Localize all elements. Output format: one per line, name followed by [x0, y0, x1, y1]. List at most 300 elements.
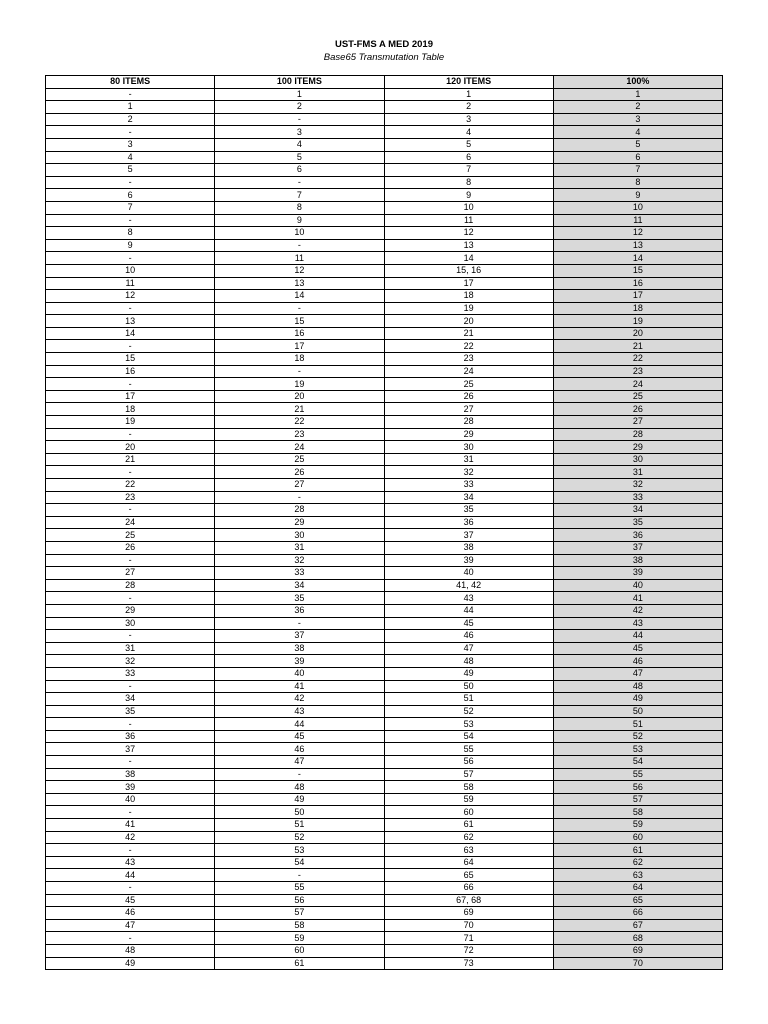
cell-120-items: 71 — [384, 932, 553, 945]
cell-100-items: 24 — [215, 441, 384, 454]
cell-120-items: 44 — [384, 604, 553, 617]
cell-80-items: - — [46, 630, 215, 643]
table-row — [46, 541, 723, 554]
column-header-120-items: 120 ITEMS — [384, 76, 553, 89]
table-row — [46, 944, 723, 957]
cell-100-items: 54 — [215, 856, 384, 869]
cell-100-percent: 18 — [553, 302, 722, 315]
cell-120-items: 24 — [384, 365, 553, 378]
cell-100-items: 18 — [215, 353, 384, 366]
cell-80-items: 5 — [46, 164, 215, 177]
table-row — [46, 390, 723, 403]
cell-100-percent: 10 — [553, 201, 722, 214]
cell-80-items: 23 — [46, 491, 215, 504]
cell-100-percent: 23 — [553, 365, 722, 378]
cell-100-percent: 4 — [553, 126, 722, 139]
table-row — [46, 441, 723, 454]
cell-80-items: 18 — [46, 403, 215, 416]
cell-80-items: - — [46, 756, 215, 769]
table-row — [46, 327, 723, 340]
cell-100-percent: 52 — [553, 730, 722, 743]
cell-80-items: 15 — [46, 353, 215, 366]
cell-100-percent: 24 — [553, 378, 722, 391]
cell-100-percent: 60 — [553, 831, 722, 844]
cell-100-percent: 15 — [553, 264, 722, 277]
cell-120-items: 57 — [384, 768, 553, 781]
cell-120-items: 55 — [384, 743, 553, 756]
cell-100-percent: 49 — [553, 693, 722, 706]
cell-120-items: 40 — [384, 567, 553, 580]
table-row — [46, 768, 723, 781]
cell-100-percent: 48 — [553, 680, 722, 693]
cell-80-items: - — [46, 680, 215, 693]
table-row — [46, 416, 723, 429]
cell-120-items: 41, 42 — [384, 579, 553, 592]
cell-120-items: 45 — [384, 617, 553, 630]
cell-80-items: 37 — [46, 743, 215, 756]
cell-100-items: 45 — [215, 730, 384, 743]
cell-100-items: 10 — [215, 227, 384, 240]
cell-100-items: - — [215, 768, 384, 781]
column-header-80-items: 80 ITEMS — [46, 76, 215, 89]
table-row — [46, 957, 723, 970]
table-row — [46, 819, 723, 832]
table-row — [46, 176, 723, 189]
cell-80-items: 24 — [46, 516, 215, 529]
table-row — [46, 882, 723, 895]
cell-120-items: 52 — [384, 705, 553, 718]
cell-80-items: 26 — [46, 541, 215, 554]
cell-100-percent: 59 — [553, 819, 722, 832]
cell-80-items: 8 — [46, 227, 215, 240]
table-row — [46, 214, 723, 227]
cell-120-items: 8 — [384, 176, 553, 189]
cell-120-items: 20 — [384, 315, 553, 328]
cell-80-items: - — [46, 592, 215, 605]
cell-100-items: 56 — [215, 894, 384, 907]
cell-100-percent: 19 — [553, 315, 722, 328]
cell-100-items: 42 — [215, 693, 384, 706]
cell-100-items: 53 — [215, 844, 384, 857]
cell-100-percent: 14 — [553, 252, 722, 265]
cell-80-items: 14 — [46, 327, 215, 340]
cell-80-items: 2 — [46, 113, 215, 126]
cell-120-items: 1 — [384, 88, 553, 101]
cell-100-items: 25 — [215, 453, 384, 466]
cell-80-items: - — [46, 844, 215, 857]
cell-100-percent: 11 — [553, 214, 722, 227]
cell-100-percent: 33 — [553, 491, 722, 504]
table-row — [46, 201, 723, 214]
table-row — [46, 340, 723, 353]
table-row — [46, 151, 723, 164]
table-row — [46, 718, 723, 731]
cell-100-percent: 25 — [553, 390, 722, 403]
cell-100-percent: 54 — [553, 756, 722, 769]
cell-80-items: 44 — [46, 869, 215, 882]
cell-100-percent: 68 — [553, 932, 722, 945]
cell-120-items: 5 — [384, 138, 553, 151]
cell-120-items: 19 — [384, 302, 553, 315]
table-row — [46, 705, 723, 718]
cell-80-items: - — [46, 378, 215, 391]
cell-100-items: 11 — [215, 252, 384, 265]
cell-80-items: - — [46, 428, 215, 441]
cell-120-items: 64 — [384, 856, 553, 869]
page-subtitle: Base65 Transmutation Table — [323, 52, 445, 63]
cell-80-items: 16 — [46, 365, 215, 378]
cell-100-items: 3 — [215, 126, 384, 139]
cell-100-items: 17 — [215, 340, 384, 353]
cell-120-items: 27 — [384, 403, 553, 416]
cell-100-items: 2 — [215, 101, 384, 114]
table-row — [46, 252, 723, 265]
cell-100-items: - — [215, 869, 384, 882]
cell-100-percent: 27 — [553, 416, 722, 429]
cell-100-percent: 31 — [553, 466, 722, 479]
cell-100-items: 23 — [215, 428, 384, 441]
table-row — [46, 680, 723, 693]
table-row — [46, 907, 723, 920]
cell-80-items: 29 — [46, 604, 215, 617]
table-row — [46, 126, 723, 139]
table-row — [46, 290, 723, 303]
cell-100-percent: 42 — [553, 604, 722, 617]
cell-80-items: - — [46, 882, 215, 895]
cell-100-percent: 70 — [553, 957, 722, 970]
table-row — [46, 919, 723, 932]
cell-100-items: 19 — [215, 378, 384, 391]
cell-120-items: 58 — [384, 781, 553, 794]
cell-100-items: 46 — [215, 743, 384, 756]
table-row — [46, 277, 723, 290]
cell-100-items: 30 — [215, 529, 384, 542]
table-row — [46, 353, 723, 366]
cell-80-items: - — [46, 504, 215, 517]
cell-100-percent: 20 — [553, 327, 722, 340]
cell-80-items: 27 — [46, 567, 215, 580]
cell-100-percent: 8 — [553, 176, 722, 189]
cell-80-items: 13 — [46, 315, 215, 328]
cell-100-items: 55 — [215, 882, 384, 895]
cell-80-items: 31 — [46, 642, 215, 655]
cell-100-items: 48 — [215, 781, 384, 794]
header-row — [46, 76, 723, 89]
cell-100-items: 40 — [215, 667, 384, 680]
cell-80-items: - — [46, 214, 215, 227]
cell-80-items: 32 — [46, 655, 215, 668]
cell-120-items: 39 — [384, 554, 553, 567]
table-row — [46, 932, 723, 945]
cell-100-percent: 61 — [553, 844, 722, 857]
cell-100-items: 14 — [215, 290, 384, 303]
table-row — [46, 227, 723, 240]
cell-80-items: 25 — [46, 529, 215, 542]
cell-120-items: 3 — [384, 113, 553, 126]
cell-80-items: 30 — [46, 617, 215, 630]
cell-100-percent: 69 — [553, 944, 722, 957]
cell-100-items: 5 — [215, 151, 384, 164]
cell-100-items: - — [215, 491, 384, 504]
cell-100-items: 4 — [215, 138, 384, 151]
table-row — [46, 516, 723, 529]
cell-120-items: 61 — [384, 819, 553, 832]
cell-80-items: 28 — [46, 579, 215, 592]
cell-100-items: 8 — [215, 201, 384, 214]
cell-100-percent: 41 — [553, 592, 722, 605]
cell-100-percent: 29 — [553, 441, 722, 454]
cell-100-items: 21 — [215, 403, 384, 416]
cell-100-items: 35 — [215, 592, 384, 605]
cell-80-items: - — [46, 88, 215, 101]
table-row — [46, 856, 723, 869]
cell-80-items: - — [46, 806, 215, 819]
cell-100-percent: 37 — [553, 541, 722, 554]
cell-100-percent: 67 — [553, 919, 722, 932]
table-row — [46, 164, 723, 177]
cell-120-items: 12 — [384, 227, 553, 240]
table-row — [46, 479, 723, 492]
cell-120-items: 50 — [384, 680, 553, 693]
cell-120-items: 10 — [384, 201, 553, 214]
cell-100-items: 41 — [215, 680, 384, 693]
cell-100-percent: 64 — [553, 882, 722, 895]
table-row — [46, 453, 723, 466]
cell-80-items: 46 — [46, 907, 215, 920]
cell-120-items: 51 — [384, 693, 553, 706]
table-row — [46, 88, 723, 101]
cell-100-percent: 12 — [553, 227, 722, 240]
cell-80-items: - — [46, 932, 215, 945]
cell-120-items: 47 — [384, 642, 553, 655]
cell-100-items: 16 — [215, 327, 384, 340]
cell-120-items: 2 — [384, 101, 553, 114]
table-row — [46, 894, 723, 907]
table-header — [46, 76, 723, 89]
cell-80-items: 20 — [46, 441, 215, 454]
table-row — [46, 302, 723, 315]
cell-80-items: 3 — [46, 138, 215, 151]
cell-120-items: 15, 16 — [384, 264, 553, 277]
cell-100-percent: 50 — [553, 705, 722, 718]
table-row — [46, 655, 723, 668]
table-row — [46, 604, 723, 617]
cell-80-items: 12 — [46, 290, 215, 303]
cell-100-percent: 36 — [553, 529, 722, 542]
cell-100-items: 29 — [215, 516, 384, 529]
cell-80-items: 17 — [46, 390, 215, 403]
cell-120-items: 9 — [384, 189, 553, 202]
table-row — [46, 667, 723, 680]
cell-80-items: 10 — [46, 264, 215, 277]
cell-120-items: 4 — [384, 126, 553, 139]
cell-120-items: 31 — [384, 453, 553, 466]
cell-100-items: 9 — [215, 214, 384, 227]
table-row — [46, 529, 723, 542]
table-row — [46, 693, 723, 706]
table-row — [46, 793, 723, 806]
cell-100-items: 13 — [215, 277, 384, 290]
cell-100-percent: 28 — [553, 428, 722, 441]
table-row — [46, 239, 723, 252]
cell-120-items: 67, 68 — [384, 894, 553, 907]
cell-100-items: 51 — [215, 819, 384, 832]
cell-120-items: 11 — [384, 214, 553, 227]
cell-100-items: - — [215, 113, 384, 126]
cell-120-items: 38 — [384, 541, 553, 554]
cell-120-items: 48 — [384, 655, 553, 668]
cell-100-items: 43 — [215, 705, 384, 718]
cell-100-items: 28 — [215, 504, 384, 517]
cell-80-items: - — [46, 176, 215, 189]
cell-120-items: 25 — [384, 378, 553, 391]
cell-80-items: 40 — [46, 793, 215, 806]
cell-80-items: 38 — [46, 768, 215, 781]
cell-120-items: 60 — [384, 806, 553, 819]
cell-120-items: 30 — [384, 441, 553, 454]
cell-120-items: 32 — [384, 466, 553, 479]
cell-100-percent: 55 — [553, 768, 722, 781]
cell-100-percent: 40 — [553, 579, 722, 592]
cell-80-items: 35 — [46, 705, 215, 718]
cell-120-items: 26 — [384, 390, 553, 403]
cell-100-percent: 30 — [553, 453, 722, 466]
cell-100-percent: 56 — [553, 781, 722, 794]
cell-100-percent: 65 — [553, 894, 722, 907]
cell-80-items: 21 — [46, 453, 215, 466]
cell-100-items: 50 — [215, 806, 384, 819]
table-row — [46, 365, 723, 378]
cell-100-percent: 7 — [553, 164, 722, 177]
cell-100-items: 1 — [215, 88, 384, 101]
table-row — [46, 781, 723, 794]
cell-100-items: 20 — [215, 390, 384, 403]
cell-120-items: 53 — [384, 718, 553, 731]
cell-120-items: 7 — [384, 164, 553, 177]
table-body — [46, 88, 723, 970]
cell-100-percent: 53 — [553, 743, 722, 756]
cell-100-percent: 44 — [553, 630, 722, 643]
cell-80-items: - — [46, 554, 215, 567]
cell-120-items: 46 — [384, 630, 553, 643]
table-row — [46, 378, 723, 391]
cell-100-items: 31 — [215, 541, 384, 554]
cell-120-items: 73 — [384, 957, 553, 970]
cell-80-items: - — [46, 466, 215, 479]
cell-120-items: 34 — [384, 491, 553, 504]
cell-80-items: 19 — [46, 416, 215, 429]
cell-100-percent: 45 — [553, 642, 722, 655]
cell-80-items: 33 — [46, 667, 215, 680]
cell-100-items: 22 — [215, 416, 384, 429]
cell-100-percent: 16 — [553, 277, 722, 290]
cell-120-items: 6 — [384, 151, 553, 164]
cell-100-percent: 1 — [553, 88, 722, 101]
table-row — [46, 466, 723, 479]
cell-80-items: 42 — [46, 831, 215, 844]
table-row — [46, 844, 723, 857]
cell-80-items: - — [46, 718, 215, 731]
cell-120-items: 62 — [384, 831, 553, 844]
table-row — [46, 428, 723, 441]
cell-100-items: - — [215, 365, 384, 378]
cell-120-items: 63 — [384, 844, 553, 857]
table-row — [46, 403, 723, 416]
cell-100-percent: 32 — [553, 479, 722, 492]
cell-120-items: 49 — [384, 667, 553, 680]
cell-80-items: 6 — [46, 189, 215, 202]
cell-100-items: 6 — [215, 164, 384, 177]
table-row — [46, 592, 723, 605]
cell-120-items: 69 — [384, 907, 553, 920]
cell-100-percent: 3 — [553, 113, 722, 126]
cell-120-items: 33 — [384, 479, 553, 492]
table-row — [46, 579, 723, 592]
cell-100-percent: 63 — [553, 869, 722, 882]
cell-120-items: 70 — [384, 919, 553, 932]
table-row — [46, 756, 723, 769]
cell-80-items: 1 — [46, 101, 215, 114]
cell-80-items: 9 — [46, 239, 215, 252]
cell-120-items: 28 — [384, 416, 553, 429]
cell-100-percent: 39 — [553, 567, 722, 580]
cell-100-items: 27 — [215, 479, 384, 492]
cell-120-items: 59 — [384, 793, 553, 806]
table-row — [46, 504, 723, 517]
cell-120-items: 18 — [384, 290, 553, 303]
cell-120-items: 29 — [384, 428, 553, 441]
cell-100-items: 32 — [215, 554, 384, 567]
cell-100-percent: 43 — [553, 617, 722, 630]
cell-120-items: 72 — [384, 944, 553, 957]
cell-100-percent: 22 — [553, 353, 722, 366]
table-row — [46, 831, 723, 844]
cell-80-items: 34 — [46, 693, 215, 706]
cell-100-items: - — [215, 617, 384, 630]
cell-100-percent: 34 — [553, 504, 722, 517]
cell-80-items: 48 — [46, 944, 215, 957]
cell-100-percent: 2 — [553, 101, 722, 114]
table-row — [46, 869, 723, 882]
table-row — [46, 730, 723, 743]
cell-80-items: 47 — [46, 919, 215, 932]
table-row — [46, 743, 723, 756]
cell-80-items: - — [46, 340, 215, 353]
cell-120-items: 37 — [384, 529, 553, 542]
cell-100-items: 39 — [215, 655, 384, 668]
cell-100-items: 59 — [215, 932, 384, 945]
table-row — [46, 617, 723, 630]
cell-100-percent: 57 — [553, 793, 722, 806]
cell-80-items: 43 — [46, 856, 215, 869]
cell-80-items: 39 — [46, 781, 215, 794]
cell-120-items: 14 — [384, 252, 553, 265]
cell-100-percent: 35 — [553, 516, 722, 529]
cell-100-percent: 21 — [553, 340, 722, 353]
cell-100-items: 58 — [215, 919, 384, 932]
cell-80-items: 45 — [46, 894, 215, 907]
cell-100-items: 60 — [215, 944, 384, 957]
cell-100-percent: 6 — [553, 151, 722, 164]
table-row — [46, 642, 723, 655]
table-row — [46, 189, 723, 202]
cell-100-percent: 66 — [553, 907, 722, 920]
table-row — [46, 554, 723, 567]
cell-100-items: 38 — [215, 642, 384, 655]
column-header-100-percent: 100% — [553, 76, 722, 89]
table-row — [46, 491, 723, 504]
cell-80-items: 7 — [46, 201, 215, 214]
